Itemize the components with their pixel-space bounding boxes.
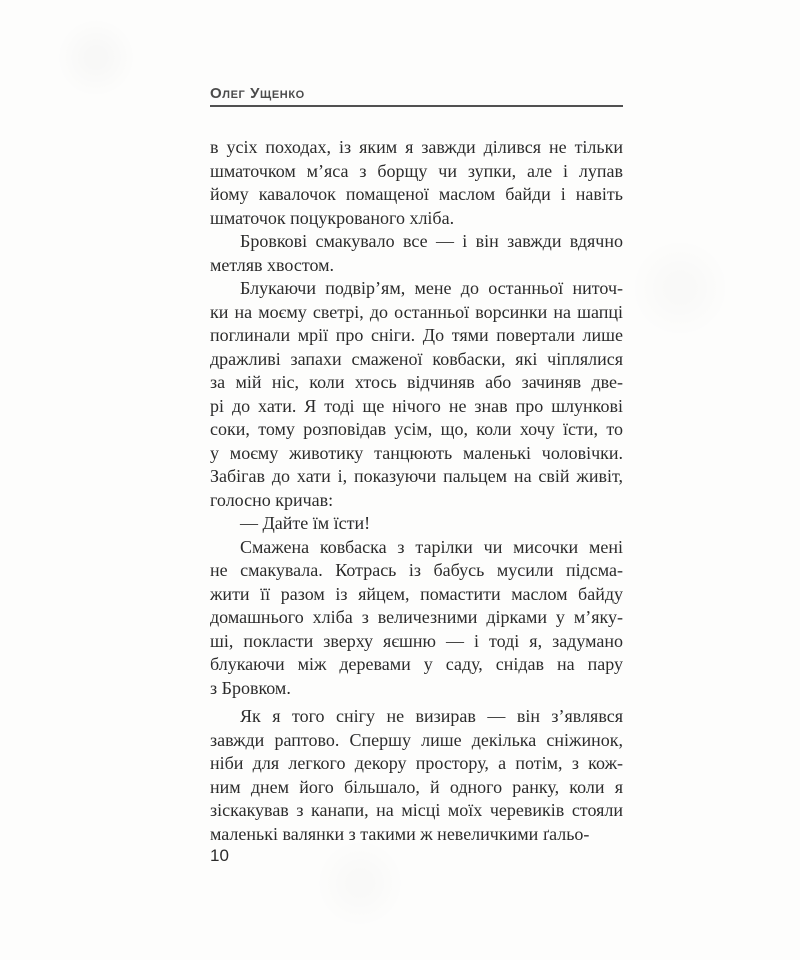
header-rule [210,105,623,107]
body-text [210,136,623,846]
text-line: ші, покласти зверху яєшню — і тоді я, задумано [210,630,623,651]
text-line: шматочок поцукрованого хліба. [210,207,455,228]
text-line: — Дайте їм їсти! [240,513,371,533]
text-line: в усіх походах, із яким я завжди ділився не тільки [210,137,623,157]
paragraph [210,277,623,512]
text-line: не смакувала. Котрась із бабусь мусили підсма- [210,560,623,580]
paragraph [210,536,623,701]
text-line: ніби для легкого декору простору, а потім, з кож- [210,753,623,773]
text-line: дражливі запахи смаженої ковбаски, які чіплялися [210,348,623,369]
text-line: Смажена ковбаска з тарілки чи мисочки мені [240,536,623,557]
text-line: соки, тому розповідав усім, що, коли хочу їсти, то [210,419,623,439]
text-line: маленькі валянки з такими ж невеличкими ґальо- [210,823,590,844]
text-line: поглинали мрії про сніги. До тями повертали лише [210,325,623,345]
text-line: за мій ніс, коли хтось відчиняв або зачиняв две- [210,372,623,392]
text-line: з Бровком. [210,677,291,698]
text-line: блукаючи між деревами у саду, снідав на пару [210,654,623,674]
text-line: жити її разом із яйцем, помастити маслом байду [210,583,623,604]
text-line: Блукаючи подвір’ям, мене до останньої ниточ- [240,278,623,298]
paragraph [210,512,623,536]
author-name: Олег Ущенко [210,85,305,102]
text-line: домашнього хліба з величезними дірками у м’яку- [210,607,623,627]
text-line: Як я того снігу не визирав — він з’являвся [240,706,623,726]
text-line: ним днем його більшало, й одного ранку, коли я [210,776,623,797]
paragraph [210,705,623,846]
text-line: рі до хати. Я тоді ще нічого не знав про шлункові [210,395,623,416]
text-line: Забігав до хати і, показуючи пальцем на свій живіт, [210,466,623,486]
paragraph [210,230,623,277]
text-line: шматочком м’яса з борщу чи зупки, але і лупав [210,160,623,181]
text-line: зіскакував з канапи, на місці моїх черевиків стояли [210,800,623,820]
paragraph [210,136,623,230]
text-line: метляв хвостом. [210,254,335,275]
text-line: Бровкові смакувало все — і він завжди вдячно [240,231,623,251]
text-line: голосно кричав: [210,489,334,510]
text-line: завжди раптово. Спершу лише декілька сніжинок, [210,729,623,750]
text-line: у моєму животику танцюють маленькі чоловічки. [210,442,623,463]
running-header [210,86,623,107]
text-line: ки на моєму светрі, до останньої ворсинки на шапці [210,301,623,322]
text-line: йому кавалочок помащеної маслом байди і навіть [210,184,623,204]
page-number: 10 [210,846,229,865]
